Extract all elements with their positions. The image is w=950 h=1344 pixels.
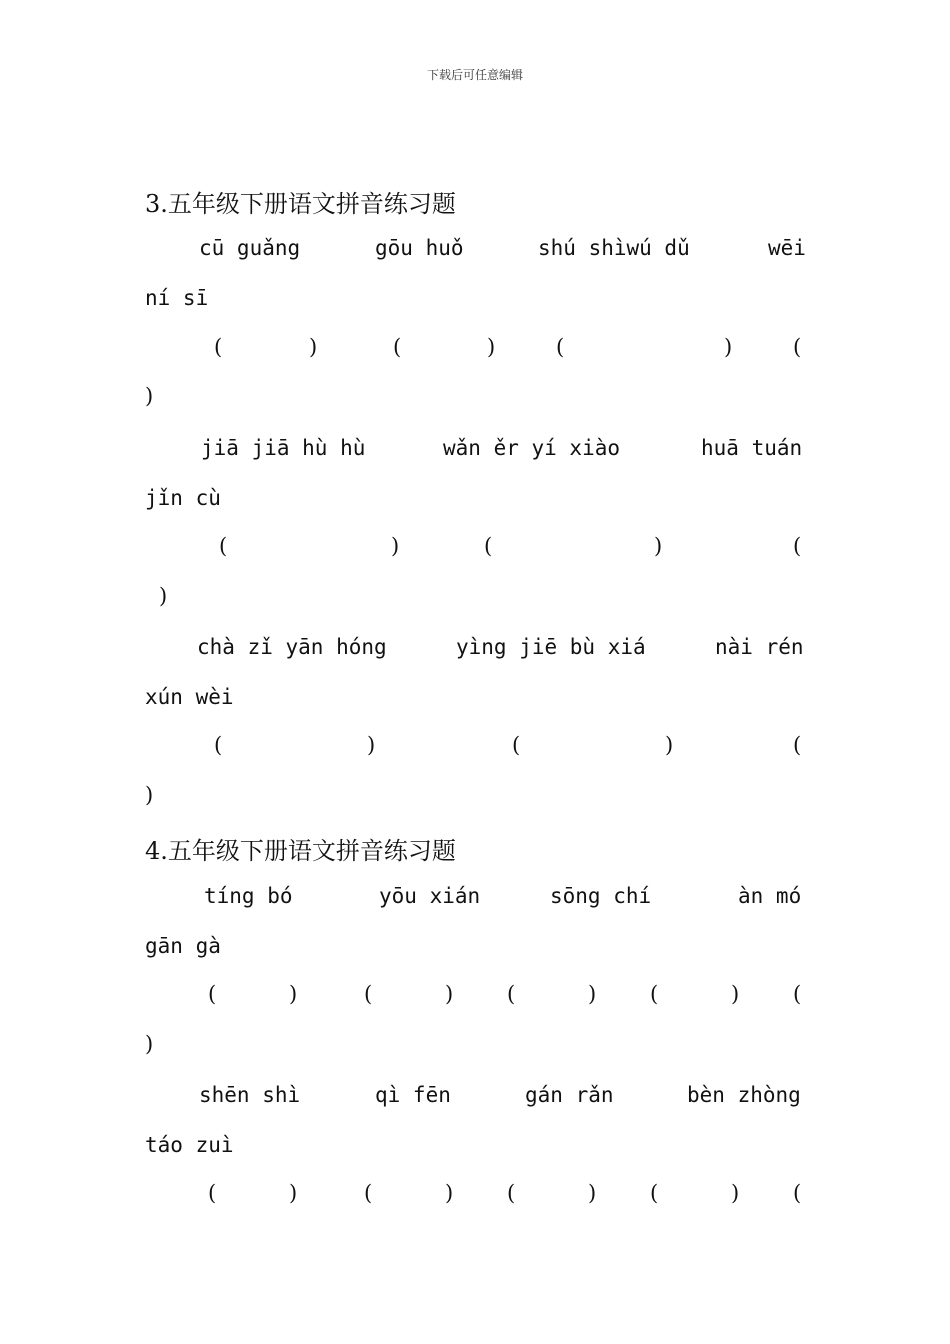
close-paren: ) [654, 534, 663, 558]
pinyin-item: nài rén [715, 635, 804, 659]
open-paren: ( [208, 1181, 217, 1205]
open-paren: ( [484, 534, 493, 558]
open-paren: ( [650, 1181, 659, 1205]
open-paren: ( [793, 1181, 802, 1205]
close-paren: ) [731, 982, 740, 1006]
pinyin-item: gán rǎn [525, 1083, 614, 1107]
close-paren: ) [145, 1032, 154, 1056]
pinyin-item: wēi [768, 236, 806, 260]
pinyin-continuation: táo zuì [145, 1133, 234, 1157]
close-paren: ) [731, 1181, 740, 1205]
open-paren: ( [793, 982, 802, 1006]
pinyin-item: cū guǎng [199, 236, 301, 260]
open-paren: ( [507, 1181, 516, 1205]
pinyin-continuation: gān gà [145, 934, 221, 958]
open-paren: ( [793, 733, 802, 757]
open-paren: ( [793, 534, 802, 558]
close-paren: ) [724, 335, 733, 359]
pinyin-item: wǎn ěr yí xiào [443, 436, 621, 460]
close-paren: ) [145, 783, 154, 807]
pinyin-item: tíng bó [204, 884, 293, 908]
open-paren: ( [208, 982, 217, 1006]
pinyin-item: yìng jiē bù xiá [456, 635, 646, 659]
close-paren: ) [487, 335, 496, 359]
open-paren: ( [364, 1181, 373, 1205]
close-paren: ) [145, 384, 154, 408]
pinyin-continuation: jǐn cù [145, 486, 221, 510]
pinyin-item: àn mó [738, 884, 802, 908]
open-paren: ( [214, 733, 223, 757]
close-paren: ) [309, 335, 318, 359]
open-paren: ( [507, 982, 516, 1006]
open-paren: ( [219, 534, 228, 558]
pinyin-item: huā tuán [701, 436, 803, 460]
page-header: 下载后可任意编辑 [426, 68, 523, 82]
close-paren: ) [445, 1181, 454, 1205]
section-3-title: 3.五年级下册语文拼音练习题 [145, 190, 456, 218]
pinyin-item: gōu huǒ [375, 236, 464, 260]
close-paren: ) [391, 534, 400, 558]
close-paren: ) [289, 1181, 298, 1205]
open-paren: ( [512, 733, 521, 757]
pinyin-item: shēn shì [199, 1083, 301, 1107]
pinyin-continuation: ní sī [145, 286, 209, 310]
open-paren: ( [364, 982, 373, 1006]
close-paren: ) [665, 733, 674, 757]
open-paren: ( [650, 982, 659, 1006]
pinyin-item: qì fēn [375, 1083, 451, 1107]
close-paren: ) [367, 733, 376, 757]
pinyin-item: sōng chí [550, 884, 652, 908]
pinyin-item: yōu xián [379, 884, 481, 908]
pinyin-item: shú shìwú dǔ [538, 236, 690, 260]
pinyin-continuation: xún wèi [145, 685, 234, 709]
pinyin-item: bèn zhòng [687, 1083, 801, 1107]
open-paren: ( [393, 335, 402, 359]
open-paren: ( [214, 335, 223, 359]
pinyin-item: jiā jiā hù hù [201, 436, 366, 460]
close-paren: ) [159, 584, 168, 608]
section-4-title: 4.五年级下册语文拼音练习题 [145, 837, 456, 865]
open-paren: ( [793, 335, 802, 359]
close-paren: ) [588, 1181, 597, 1205]
pinyin-item: chà zǐ yān hóng [197, 635, 387, 659]
close-paren: ) [588, 982, 597, 1006]
close-paren: ) [445, 982, 454, 1006]
open-paren: ( [556, 335, 565, 359]
close-paren: ) [289, 982, 298, 1006]
